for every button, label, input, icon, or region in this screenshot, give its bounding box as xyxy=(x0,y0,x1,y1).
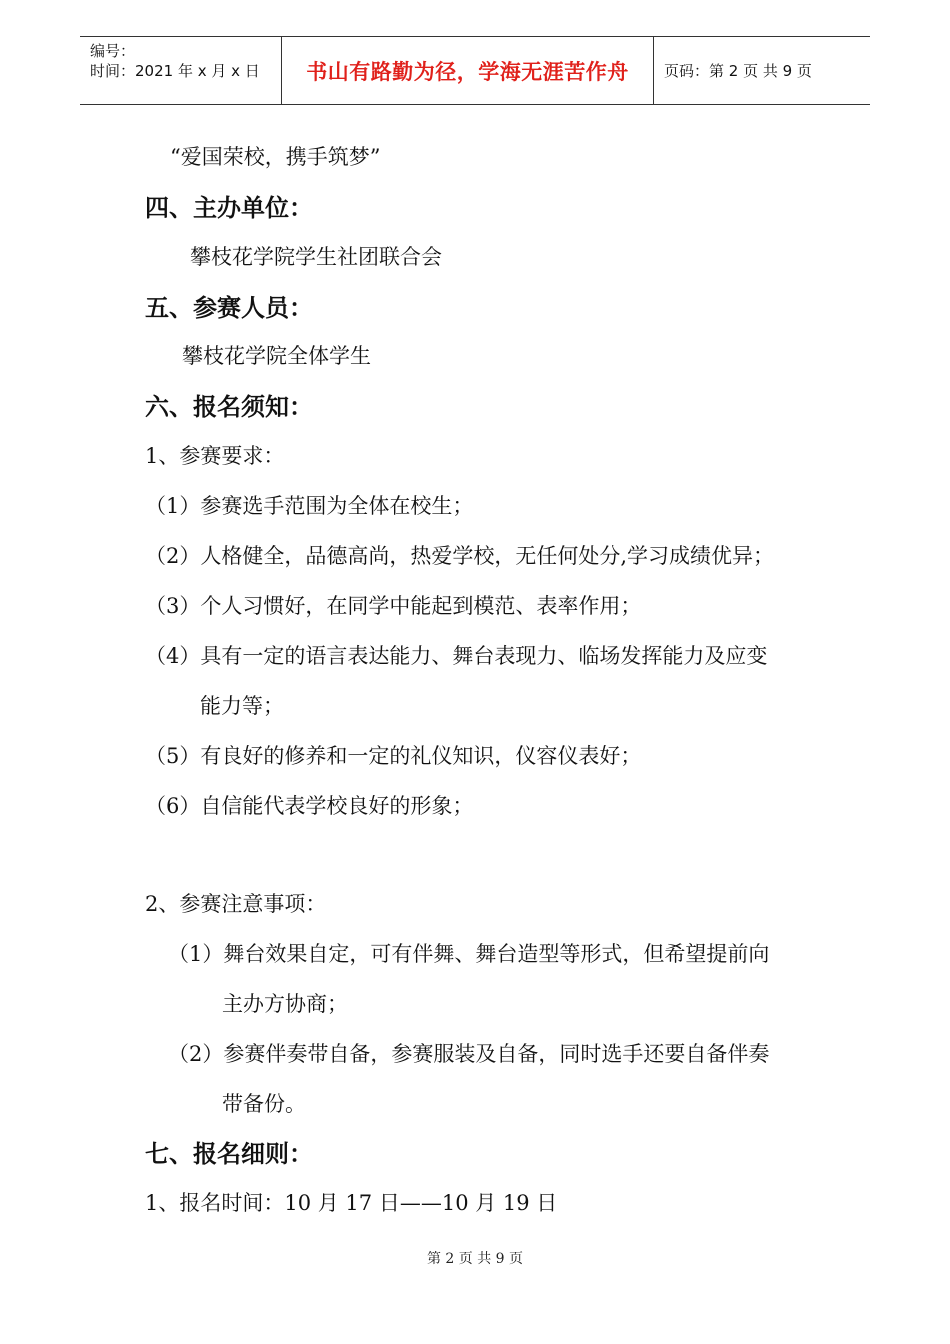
notice-item-continued: 主办方协商； xyxy=(222,992,348,1016)
requirement-item: （3）个人习惯好，在同学中能起到模范、表率作用； xyxy=(145,594,642,618)
registration-time: 1、报名时间：10 月 17 日——10 月 19 日 xyxy=(145,1191,558,1215)
requirement-item: （5）有良好的修养和一定的礼仪知识，仪容仪表好； xyxy=(145,744,642,768)
section-6-heading: 六、报名须知： xyxy=(145,393,313,421)
time-label: 时间：2021 年 x 月 x 日 xyxy=(90,62,260,80)
header-motto: 书山有路勤为径，学海无涯苦作舟 xyxy=(282,37,654,104)
slogan: “爱国荣校，携手筑梦” xyxy=(170,145,381,169)
notice-item-continued: 带备份。 xyxy=(222,1092,306,1116)
header-page-label: 页码：第 2 页 共 9 页 xyxy=(664,62,812,80)
page-footer: 第 2 页 共 9 页 xyxy=(426,1251,524,1267)
section-5-heading: 五、参赛人员： xyxy=(145,294,313,322)
notice-item: （1）舞台效果自定，可有伴舞、舞台造型等形式，但希望提前向 xyxy=(168,942,770,966)
notice-item: （2）参赛伴奏带自备，参赛服装及自备，同时选手还要自备伴奏 xyxy=(168,1042,770,1066)
requirement-item-continued: 能力等； xyxy=(200,694,284,718)
requirements-title: 1、参赛要求： xyxy=(145,444,285,468)
notice-title: 2、参赛注意事项： xyxy=(145,892,327,916)
section-7-heading: 七、报名细则： xyxy=(145,1140,313,1168)
document-header xyxy=(80,36,870,105)
number-label: 编号： xyxy=(90,42,136,60)
section-5-text: 攀枝花学院全体学生 xyxy=(182,344,371,368)
requirement-item: （2）人格健全，品德高尚，热爱学校，无任何处分,学习成绩优异； xyxy=(145,544,775,568)
section-4-heading: 四、主办单位： xyxy=(145,194,313,222)
requirement-item: （1）参赛选手范围为全体在校生； xyxy=(145,494,474,518)
header-meta xyxy=(80,37,282,104)
section-4-text: 攀枝花学院学生社团联合会 xyxy=(190,245,442,269)
requirement-item: （4）具有一定的语言表达能力、舞台表现力、临场发挥能力及应变 xyxy=(145,644,768,668)
requirement-item: （6）自信能代表学校良好的形象； xyxy=(145,794,474,818)
